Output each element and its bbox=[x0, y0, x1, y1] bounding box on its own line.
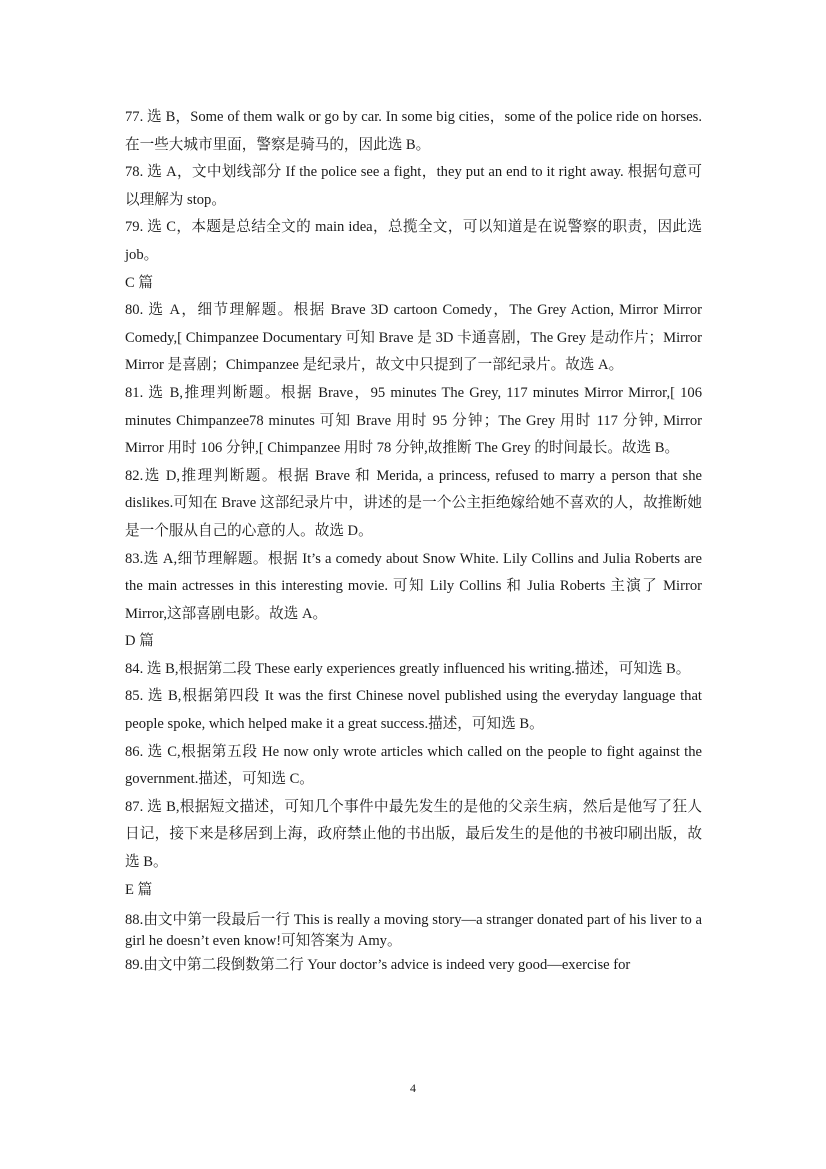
answer-77: 77. 选 B，Some of them walk or go by car. In some big cities，some of the police ride on horses.在一些大城市里面，警察是骑马的，因此选 B。 bbox=[125, 109, 702, 153]
page-number: 4 bbox=[410, 1081, 416, 1095]
answer-85: 85. 选 B,根据第四段 It was the first Chinese novel published using the everyday language that people spoke, which helped make it a great success.描述，可知选 B。 bbox=[125, 688, 702, 733]
answer-86: 86. 选 C,根据第五段 He now only wrote articles which called on the people to fight against the government.描述，可知选 C。 bbox=[125, 743, 702, 788]
answer-88: 88.由文中第一段最后一行 This is really a moving story—a stranger donated part of his liver to a girl he doesn’t even know!可知答案为 Amy。 bbox=[125, 912, 702, 950]
answer-89: 89.由文中第二段倒数第二行 Your doctor’s advice is indeed very good—exercise for bbox=[125, 957, 631, 974]
answer-82: 82.选 D,推理判断题。根据 Brave 和 Merida, a princess, refused to marry a person that she dislikes.可知在 Brave 这部纪录片中，讲述的是一个公主拒绝嫁给她不喜欢的人，故推断她是一个服从自己的心意的人。故选 D。 bbox=[125, 467, 702, 539]
answer-87: 87. 选 B,根据短文描述，可知几个事件中最先发生的是他的父亲生病，然后是他写了狂人日记，接下来是移居到上海，政府禁止他的书出版，最后发生的是他的书被印刷出版，故选 B。 bbox=[125, 798, 702, 871]
answer-81: 81. 选 B,推理判断题。根据 Brave，95 minutes The Grey, 117 minutes Mirror Mirror,[ 106 minutes Chimpanzee78 minutes 可知 Brave 用时 95 分钟；The Grey 用时 117 分钟, Mirror Mirror 用时 106 分钟,[ Chimpanzee 用时 78 分钟,故推断 The Grey 的时间最长。故选 B。 bbox=[125, 384, 702, 457]
section-heading-c: C 篇 bbox=[125, 274, 153, 291]
answer-84: 84. 选 B,根据第二段 These early experiences greatly influenced his writing.描述，可知选 B。 bbox=[125, 660, 691, 677]
answer-80: 80. 选 A，细节理解题。根据 Brave 3D cartoon Comedy，The Grey Action, Mirror Mirror Comedy,[ Chimpanzee Documentary 可知 Brave 是 3D 卡通喜剧，The Grey 是动作片；Mirror Mirror 是喜剧；Chimpanzee 是纪录片，故文中只提到了一部纪录片。故选 A。 bbox=[125, 302, 702, 374]
section-heading-e: E 篇 bbox=[125, 881, 153, 898]
section-heading-d: D 篇 bbox=[125, 633, 154, 650]
answer-78: 78. 选 A，文中划线部分 If the police see a fight，they put an end to it right away. 根据句意可以理解为 stop。 bbox=[125, 164, 702, 208]
answer-79: 79. 选 C，本题是总结全文的 main idea，总揽全文，可以知道是在说警察的职责，因此选 job。 bbox=[125, 219, 702, 263]
answer-key-body bbox=[125, 104, 702, 980]
answer-83: 83.选 A,细节理解题。根据 It’s a comedy about Snow White. Lily Collins and Julia Roberts are the main actresses in this interesting movie. 可知 Lily Collins 和 Julia Roberts 主演了 Mirror Mirror,这部喜剧电影。故选 A。 bbox=[125, 550, 702, 622]
